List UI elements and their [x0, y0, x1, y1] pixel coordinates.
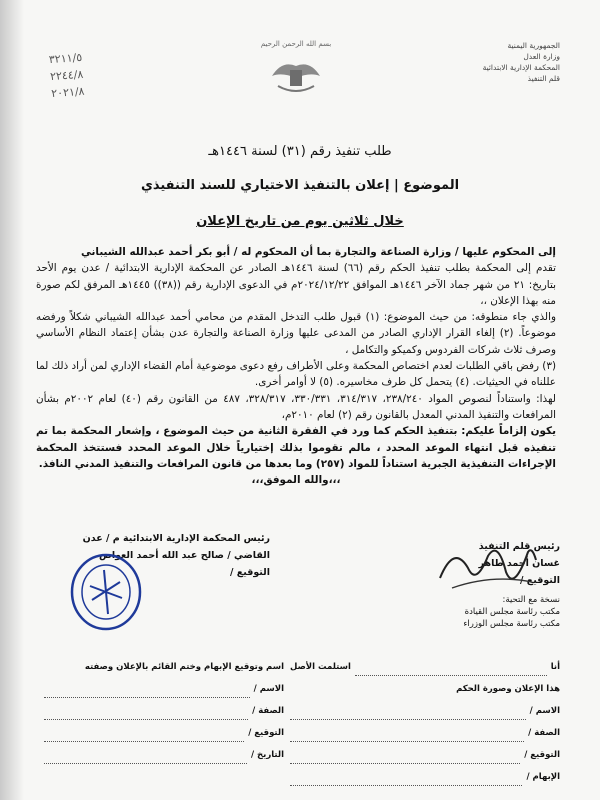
handwritten-line: ٢٠٢١/٨ [50, 84, 85, 101]
letterhead-line: الجمهورية اليمنية [507, 41, 560, 50]
receipt-row [290, 706, 560, 728]
receipt-row [44, 750, 284, 772]
receipt-heading: اسم وتوقيع الإبهام وختم القائم بالإعلان وصفته [84, 662, 284, 672]
receipt-label: التوقيع / [248, 728, 284, 738]
handwritten-signature-icon [432, 538, 542, 598]
receipt-section-server [44, 662, 284, 772]
body-paragraph: (٣) رفض باقي الطلبات لعدم اختصاص المحكمة وعلى الأطراف رفع دعوى موضوعية أمام القضاء الإداري لمن أراد ذلك لما عللناه في الحيثيات. (٤) يتحمل كل طرف مخاسيره. (٥) لا أوامر أخرى. [36, 360, 556, 389]
receipt-label: الصفة / [528, 728, 560, 738]
closing-line: ،،،والله الموفق،،، [251, 474, 341, 487]
fill-line[interactable] [44, 750, 247, 764]
handwritten-note [48, 45, 141, 102]
receipt-row [290, 662, 560, 684]
signature-title: رئيس قلم التنفيذ [478, 541, 560, 552]
receipt-row [290, 750, 560, 772]
fill-line[interactable] [290, 728, 524, 742]
receipt-label: هذا الإعلان وصورة الحكم [456, 684, 560, 694]
letterhead-line: قلم التنفيذ [527, 74, 560, 83]
receipt-label: استلمت الأصل [290, 662, 351, 672]
fill-line[interactable] [290, 772, 522, 786]
receipt-section-recipient [290, 662, 560, 794]
signature-label: التوقيع / [229, 567, 270, 578]
document-body [36, 244, 556, 488]
handwritten-line: ٢٢٤٤/٨ [49, 67, 84, 84]
receipt-label: أنا [550, 662, 560, 672]
receipt-row [290, 684, 560, 706]
signature-name: غسان أحمد طاهر [478, 558, 560, 569]
copies-label: نسخة مع التحية: [502, 595, 560, 605]
receipt-row [44, 706, 284, 728]
receipt-row [290, 772, 560, 794]
copy-recipient: مكتب رئاسة مجلس الوزراء [463, 619, 560, 629]
fill-line[interactable] [44, 728, 244, 742]
document-subject: الموضوع | إعلان بالتنفيذ الاختياري للسند التنفيذي [140, 178, 460, 193]
yemen-emblem-icon [268, 56, 324, 96]
signature-title: رئيس المحكمة الإدارية الابتدائية م / عدن [82, 533, 270, 544]
document-title: طلب تنفيذ رقم (٣١) لسنة ١٤٤٦هـ [208, 144, 392, 159]
receipt-label: التاريخ / [250, 750, 284, 760]
page-edge-shadow [0, 0, 24, 800]
copy-recipient: مكتب رئاسة مجلس القيادة [464, 607, 560, 617]
receipt-label: الصفة / [252, 706, 284, 716]
receipt-row [44, 684, 284, 706]
receipt-row [44, 728, 284, 750]
court-stamp-icon [66, 552, 146, 632]
fill-line[interactable] [44, 706, 248, 720]
handwritten-line: ٣٢١١/٥ [48, 50, 83, 67]
signature-name: القاضي / صالح عبد الله أحمد العواص [99, 550, 270, 561]
receipt-label: التوقيع / [524, 750, 560, 760]
body-paragraph: يكون إلزاماً عليكم: بتنفيذ الحكم كما ورد في الفقرة الثانية من حيث الموضوع ، وإشعار المحكمة بما تم تنفيذه قبل انتهاء الموعد المحدد ، مالم تقوموا بذلك إختيارياً خلال الموعد المحدد فستتخذ المحكمة الإجراءات التنفيذية الجبرية استناداً للمواد (٢٥٧) وما بعدها من قانون المرافعات والتنفيذ المدني النافذ. [36, 425, 556, 470]
bismillah: بسم الله الرحمن الرحيم [260, 40, 332, 48]
fill-line[interactable] [290, 706, 526, 720]
body-paragraph: والذي جاء منطوقه: من حيث الموضوع: (١) قبول طلب التدخل المقدم من محامي أحمد عبدالله الشيباني شكلاً ورفضه موضوعاً. (٢) إلغاء القرار الإداري الصادر من المدعى عليها وزارة الصناعة والتجارة عدن بشأن إعتماد النظام الأساسي وصرف ثلاث شركات الفردوس وكميكو والتكامل ، [36, 311, 557, 356]
receipt-label: الإبهام / [526, 772, 560, 782]
body-paragraph: تقدم إلى المحكمة بطلب تنفيذ الحكم رقم (٦٦) لسنة ١٤٤٦هـ الصادر عن المحكمة الإدارية الابتدائية / عدن يوم الأحد بتاريخ: ٢١ من شهر جماد الآخر ١٤٤٦هـ الموافق ٢٠٢٤/١٢/٢٢م في الدعوى الإدارية رقم ((٣٨)) ١٤٤٥هـ المرفق لكم صورة منه بهذا الإعلان ،، [36, 262, 557, 307]
signature-label: التوقيع / [519, 575, 560, 586]
copies-list [463, 594, 560, 630]
body-paragraph: إلى المحكوم عليها / وزارة الصناعة والتجارة بما أن المحكوم له / أبو بكر أحمد عبدالله الشيباني [81, 246, 556, 258]
receipt-label: الاسم / [253, 684, 284, 694]
letterhead [440, 40, 560, 84]
receipt-row [44, 662, 284, 684]
receipt-label: الاسم / [529, 706, 560, 716]
fill-line[interactable] [290, 750, 520, 764]
fill-line[interactable] [44, 684, 250, 698]
receipt-row [290, 728, 560, 750]
body-paragraph: لهذا: واستناداً لنصوص المواد ٢٣٨/٢٤٠، ٣١٤/٣١٧، ٣٣٠/٣٣١، ٣٢٨/٣١٧، ٤٨٧ من القانون رقم (٤٠) لعام ٢٠٠٢م بشأن المرافعات والتنفيذ المدني المعدل بالقانون رقم (٢) لعام ٢٠١٠م، [36, 392, 556, 421]
letterhead-line: المحكمة الإدارية الابتدائية [482, 63, 560, 72]
deadline-heading: خلال ثلاثين يوم من تاريخ الإعلان [196, 214, 404, 229]
fill-line[interactable] [355, 662, 547, 676]
letterhead-line: وزارة العدل [523, 52, 560, 61]
